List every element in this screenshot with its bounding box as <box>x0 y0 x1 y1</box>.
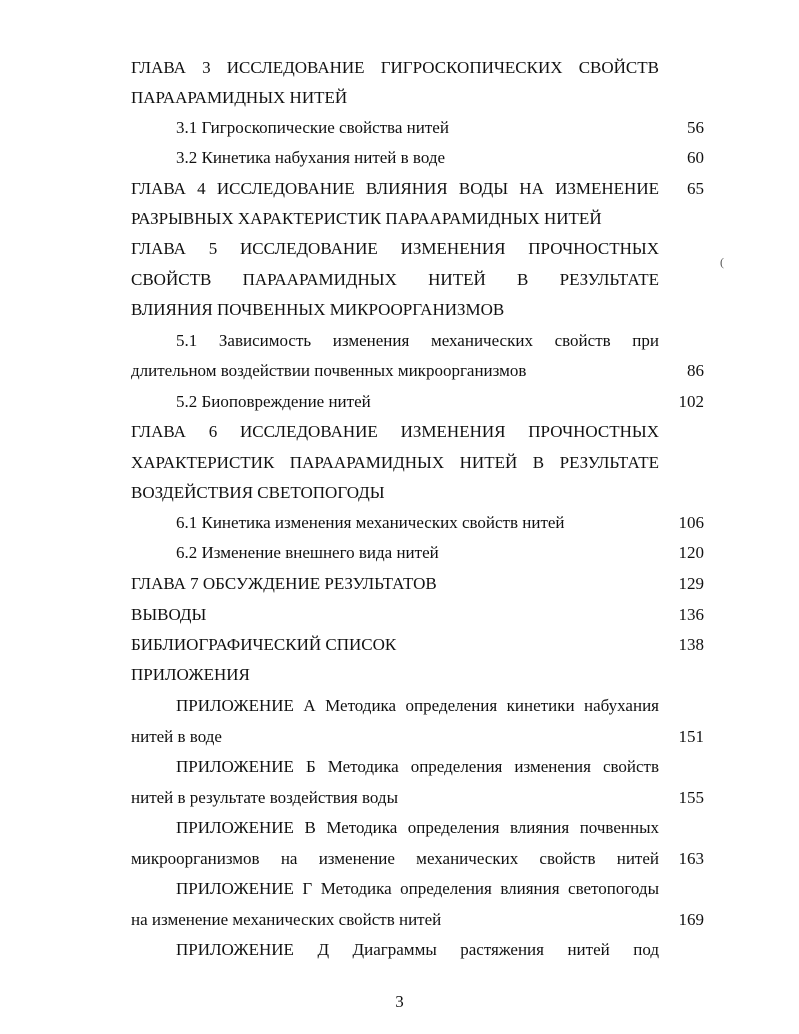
toc-section-3-1: 3.1 Гигроскопические свойства нитей <box>176 118 449 137</box>
toc-section-3-1-page: 56 <box>687 118 704 137</box>
edge-mark: ( <box>720 255 724 269</box>
toc-section-6-1-page: 106 <box>678 513 704 532</box>
toc-section-6-2-page: 120 <box>678 543 704 562</box>
toc-chapter-4-title-line-1: ГЛАВА 4 ИССЛЕДОВАНИЕ ВЛИЯНИЯ ВОДЫ НА ИЗМЕНЕНИЕ <box>131 179 659 198</box>
toc-appendix-g-line-2: на изменение механических свойств нитей <box>131 910 442 929</box>
toc-conclusions: ВЫВОДЫ <box>131 605 207 624</box>
toc-section-3-2: 3.2 Кинетика набухания нитей в воде <box>176 148 446 167</box>
toc-appendix-b-line-1: ПРИЛОЖЕНИЕ Б Методика определения изменения свойств <box>176 757 659 776</box>
toc-bibliography: БИБЛИОГРАФИЧЕСКИЙ СПИСОК <box>131 635 397 654</box>
toc-section-6-2: 6.2 Изменение внешнего вида нитей <box>176 543 439 562</box>
toc-appendix-a-line-2: нитей в воде <box>131 727 222 746</box>
toc-appendix-b-page: 155 <box>678 788 704 807</box>
toc-section-5-1-line-2: длительном воздействии почвенных микроорганизмов <box>131 361 527 380</box>
toc-chapter-7-page: 129 <box>678 574 704 593</box>
toc-appendix-a-page: 151 <box>678 727 704 746</box>
toc-appendix-g-line-1: ПРИЛОЖЕНИЕ Г Методика определения влияния светопогоды <box>176 879 659 898</box>
toc-chapter-3-title-line-2: ПАРААРАМИДНЫХ НИТЕЙ <box>131 88 348 107</box>
toc-appendices-heading: ПРИЛОЖЕНИЯ <box>131 665 250 684</box>
toc-section-5-2: 5.2 Биоповреждение нитей <box>176 392 371 411</box>
toc-chapter-3-title-line-1: ГЛАВА 3 ИССЛЕДОВАНИЕ ГИГРОСКОПИЧЕСКИХ СВОЙСТВ <box>131 58 659 77</box>
toc-chapter-5-title-line-1: ГЛАВА 5 ИССЛЕДОВАНИЕ ИЗМЕНЕНИЯ ПРОЧНОСТНЫХ <box>131 239 659 258</box>
toc-section-5-1-page: 86 <box>687 361 704 380</box>
toc-chapter-6-title-line-1: ГЛАВА 6 ИССЛЕДОВАНИЕ ИЗМЕНЕНИЯ ПРОЧНОСТНЫХ <box>131 422 659 441</box>
toc-section-3-2-page: 60 <box>687 148 704 167</box>
toc-conclusions-page: 136 <box>678 605 704 624</box>
toc-chapter-6-title-line-2: ХАРАКТЕРИСТИК ПАРААРАМИДНЫХ НИТЕЙ В РЕЗУЛЬТАТЕ <box>131 453 659 472</box>
toc-appendix-b-line-2: нитей в результате воздействия воды <box>131 788 398 807</box>
toc-appendix-a-line-1: ПРИЛОЖЕНИЕ А Методика определения кинетики набухания <box>176 696 659 715</box>
toc-section-5-1-line-1: 5.1 Зависимость изменения механических свойств при <box>176 331 659 350</box>
toc-chapter-4-page: 65 <box>687 179 704 198</box>
toc-appendix-g-page: 169 <box>678 910 704 929</box>
toc-chapter-5-title-line-2: СВОЙСТВ ПАРААРАМИДНЫХ НИТЕЙ В РЕЗУЛЬТАТЕ <box>131 270 659 289</box>
toc-appendix-v-line-1: ПРИЛОЖЕНИЕ В Методика определения влияния почвенных <box>176 818 659 837</box>
toc-bibliography-page: 138 <box>678 635 704 654</box>
toc-chapter-5-title-line-3: ВЛИЯНИЯ ПОЧВЕННЫХ МИКРООРГАНИЗМОВ <box>131 300 505 319</box>
page-number: 3 <box>395 992 404 1011</box>
toc-appendix-d-line-1: ПРИЛОЖЕНИЕ Д Диаграммы растяжения нитей под <box>176 940 659 959</box>
toc-section-5-2-page: 102 <box>678 392 704 411</box>
toc-appendix-v-line-2: микроорганизмов на изменение механических свойств нитей <box>131 849 659 868</box>
toc-chapter-7-title: ГЛАВА 7 ОБСУЖДЕНИЕ РЕЗУЛЬТАТОВ <box>131 574 437 593</box>
toc-appendix-v-page: 163 <box>678 849 704 868</box>
toc-section-6-1: 6.1 Кинетика изменения механических свойств нитей <box>176 513 565 532</box>
toc-chapter-4-title-line-2: РАЗРЫВНЫХ ХАРАКТЕРИСТИК ПАРААРАМИДНЫХ НИТЕЙ <box>131 209 602 228</box>
toc-chapter-6-title-line-3: ВОЗДЕЙСТВИЯ СВЕТОПОГОДЫ <box>131 483 385 502</box>
